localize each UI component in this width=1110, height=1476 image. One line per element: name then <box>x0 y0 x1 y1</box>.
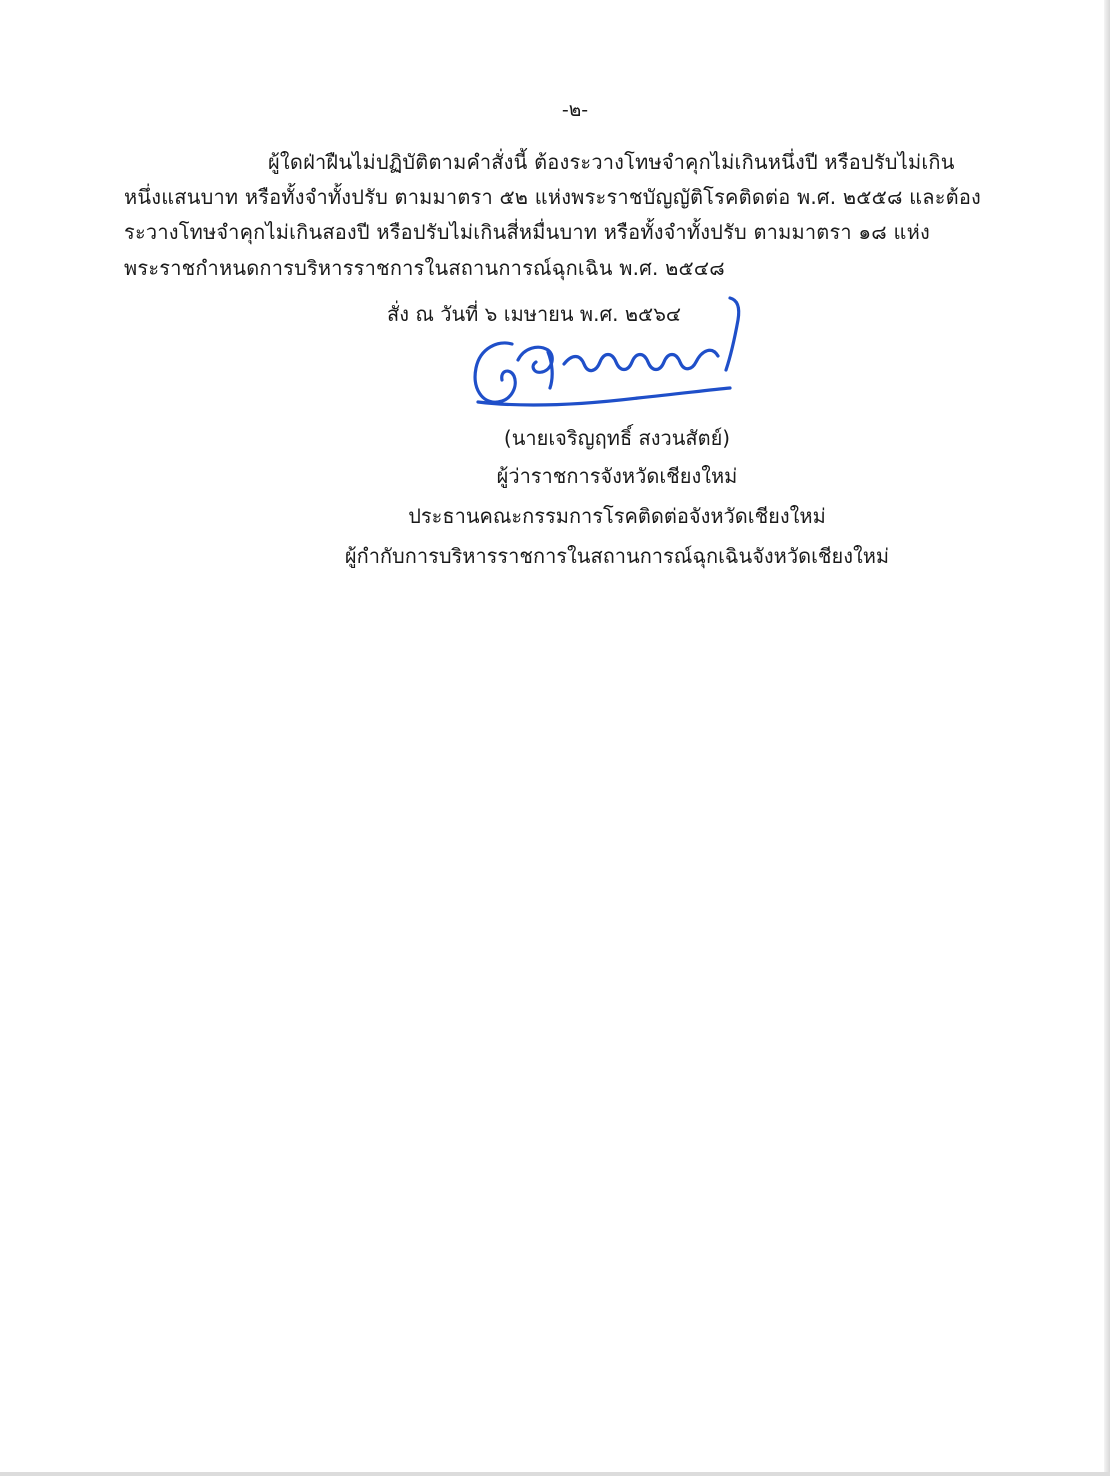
signatory-position-emergency-supervisor: ผู้กำกับการบริหารราชการในสถานการณ์ฉุกเฉินจังหวัดเชียงใหม่ <box>344 544 890 568</box>
paragraph-line-3: ระวางโทษจำคุกไม่เกินสองปี หรือปรับไม่เกินสี่หมื่นบาท หรือทั้งจำทั้งปรับ ตามมาตรา ๑๘ แห่ง <box>124 220 930 244</box>
page-number: -๒- <box>561 99 589 121</box>
order-date: สั่ง ณ วันที่ ๖ เมษายน พ.ศ. ๒๕๖๔ <box>387 302 682 326</box>
page-bottom-edge <box>0 1472 1110 1476</box>
handwritten-signature <box>468 290 748 420</box>
signatory-name: (นายเจริญฤทธิ์ สงวนสัตย์) <box>503 426 731 450</box>
signatory-position-committee-chair: ประธานคณะกรรมการโรคติดต่อจังหวัดเชียงใหม่ <box>408 504 826 528</box>
signatory-position-governor: ผู้ว่าราชการจังหวัดเชียงใหม่ <box>496 464 738 488</box>
page-edge-shadow <box>1104 0 1110 1476</box>
paragraph-line-4: พระราชกำหนดการบริหารราชการในสถานการณ์ฉุกเฉิน พ.ศ. ๒๕๔๘ <box>124 256 725 280</box>
paragraph-line-2: หนึ่งแสนบาท หรือทั้งจำทั้งปรับ ตามมาตรา ๕๒ แห่งพระราชบัญญัติโรคติดต่อ พ.ศ. ๒๕๕๘ และต้อง <box>124 185 982 209</box>
paragraph-line-1: ผู้ใดฝ่าฝืนไม่ปฏิบัติตามคำสั่งนี้ ต้องระวางโทษจำคุกไม่เกินหนึ่งปี หรือปรับไม่เกิน <box>268 150 955 174</box>
